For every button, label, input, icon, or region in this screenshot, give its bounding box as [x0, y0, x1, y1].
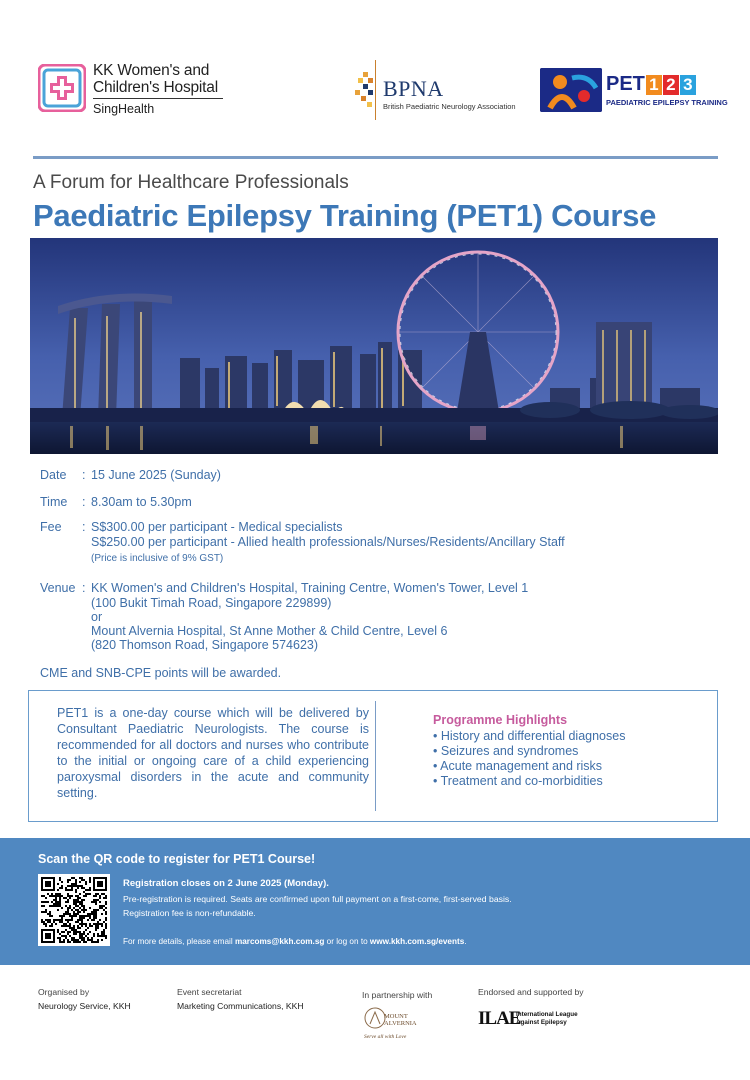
header-divider	[33, 156, 718, 159]
organised-value: Neurology Service, KKH	[38, 1001, 131, 1011]
registration-title: Scan the QR code to register for PET1 Course!	[38, 852, 316, 866]
mount-alvernia-logo	[362, 1004, 422, 1042]
course-info-box	[28, 690, 718, 822]
highlights-title: Programme Highlights	[433, 713, 568, 727]
bpna-title: BPNA	[383, 76, 444, 101]
venue-or: or	[91, 610, 103, 624]
registration-closes: Registration closes on 2 June 2025 (Monday).	[123, 878, 329, 889]
page-subtitle: A Forum for Healthcare Professionals	[33, 172, 349, 193]
kkh-logo	[38, 62, 238, 122]
venue-line-4: (820 Thomson Road, Singapore 574623)	[91, 638, 319, 652]
website-link[interactable]: www.kkh.com.sg/events	[369, 937, 465, 946]
singhealth-label: SingHealth	[93, 102, 155, 116]
kkh-cross-icon	[38, 64, 86, 112]
course-description: PET1 is a one-day course which will be delivered by Consultant Paediatric Neurologists. The course is recommended for all doctors and nurses who contribute to the initial or ongoing care of a child experiencing paroxysmal disorders in the acute and community setting.	[57, 706, 369, 800]
time-value: 8.30am to 5.30pm	[91, 495, 192, 509]
fee-note: (Price is inclusive of 9% GST)	[91, 553, 224, 564]
organised-label: Organised by	[38, 987, 90, 997]
registration-note-1: Pre-registration is required. Seats are confirmed upon full payment on a first-come, first-served basis.	[123, 894, 512, 904]
pet-subtitle: PAEDIATRIC EPILEPSY TRAINING	[606, 98, 728, 107]
venue-line-1: KK Women's and Children's Hospital, Training Centre, Women's Tower, Level 1	[91, 581, 529, 595]
secretariat-value: Marketing Communications, KKH	[177, 1001, 304, 1011]
alvernia-name: MOUNT ALVERNIA	[384, 1013, 417, 1027]
registration-band	[0, 838, 750, 965]
email-link[interactable]: marcoms@kkh.com.sg	[234, 937, 325, 946]
kkh-name: KK Women's and Children's Hospital	[93, 62, 218, 96]
highlight-item: • Acute management and risks	[433, 759, 625, 774]
more-details: For more details, please email marcoms@kkh.com.sg or log on to www.kkh.com.sg/events.	[123, 937, 467, 946]
alvernia-tagline: Serve all with Love	[364, 1034, 407, 1040]
bpna-logo	[355, 60, 535, 122]
qr-code-icon[interactable]	[41, 877, 107, 943]
hero-skyline-image	[30, 238, 718, 454]
date-value: 15 June 2025 (Sunday)	[91, 468, 221, 482]
ilae-mark: ILAE	[478, 1008, 521, 1029]
secretariat-label: Event secretariat	[177, 987, 242, 997]
pet-figure-icon	[540, 68, 602, 112]
cme-note: CME and SNB-CPE points will be awarded.	[40, 666, 282, 680]
highlight-item: • Seizures and syndromes	[433, 744, 625, 759]
ilae-logo	[478, 1008, 608, 1032]
info-divider	[375, 701, 376, 811]
venue-line-3: Mount Alvernia Hospital, St Anne Mother & Child Centre, Level 6	[91, 624, 448, 638]
registration-qr-code[interactable]	[38, 874, 110, 946]
bpna-pixel-icon	[355, 72, 375, 108]
fee-line-1: S$300.00 per participant - Medical specialists	[91, 520, 343, 534]
endorsed-label: Endorsed and supported by	[478, 987, 584, 997]
highlight-item: • History and differential diagnoses	[433, 729, 625, 744]
venue-line-2: (100 Bukit Timah Road, Singapore 229899)	[91, 596, 332, 610]
pet-title: PET 1 2 3	[606, 73, 696, 96]
registration-note-2: Registration fee is non-refundable.	[123, 908, 256, 918]
fee-line-2: S$250.00 per participant - Allied health professionals/Nurses/Residents/Ancillary Staff	[91, 535, 565, 549]
page-title: Paediatric Epilepsy Training (PET1) Course	[33, 198, 657, 233]
highlights-list	[433, 729, 625, 789]
partnership-label: In partnership with	[362, 990, 433, 1000]
highlight-item: • Treatment and co-morbidities	[433, 774, 625, 789]
ilae-name: International League Against Epilepsy	[516, 1011, 578, 1026]
pet123-logo	[540, 68, 728, 114]
bpna-subtitle: British Paediatric Neurology Association	[383, 102, 516, 111]
